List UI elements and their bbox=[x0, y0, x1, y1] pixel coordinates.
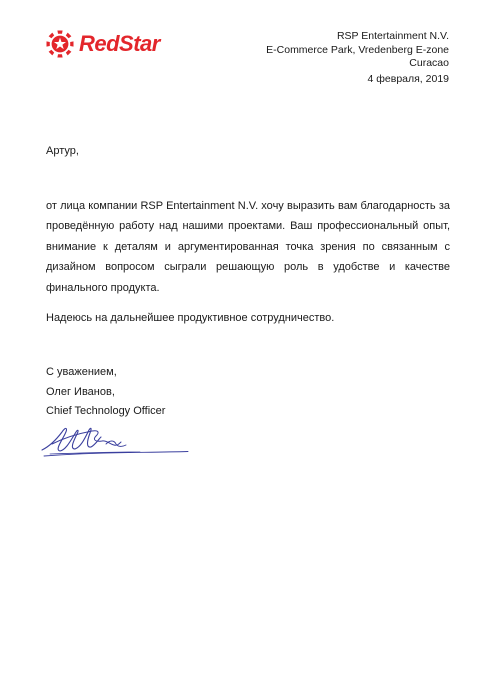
closing-wish: Надеюсь на дальнейшее продуктивное сотрудничество. bbox=[46, 312, 335, 324]
body-paragraph: от лица компании RSP Entertainment N.V. хочу выразить вам благодарность за проведённую работу над нашими проектами. Ваш профессиональный опыт, внимание к деталям и аргументированная точка зрения по связанным с дизайном вопросом сыграли решающую роль в удобстве и качестве финального продукта. bbox=[46, 200, 450, 294]
sender-company: RSP Entertainment N.V. bbox=[336, 30, 449, 42]
sender-street: E-Commerce Park, Vredenberg E-zone bbox=[266, 43, 449, 56]
signer-title: Chief Technology Officer bbox=[46, 405, 166, 417]
red-star-chip-icon bbox=[46, 30, 74, 58]
regards-line: С уважением, bbox=[46, 366, 117, 378]
handwritten-signature bbox=[40, 420, 190, 462]
signer-name: Олег Иванов, bbox=[46, 385, 115, 398]
redstar-logo bbox=[46, 30, 160, 58]
sender-address bbox=[266, 30, 449, 71]
greeting: Артур, bbox=[46, 145, 79, 157]
letter-date: 4 февраля, 2019 bbox=[367, 73, 449, 85]
sender-country: Curacao bbox=[409, 57, 449, 69]
logo-wordmark: RedStar bbox=[79, 31, 160, 56]
signoff-block bbox=[46, 363, 165, 422]
